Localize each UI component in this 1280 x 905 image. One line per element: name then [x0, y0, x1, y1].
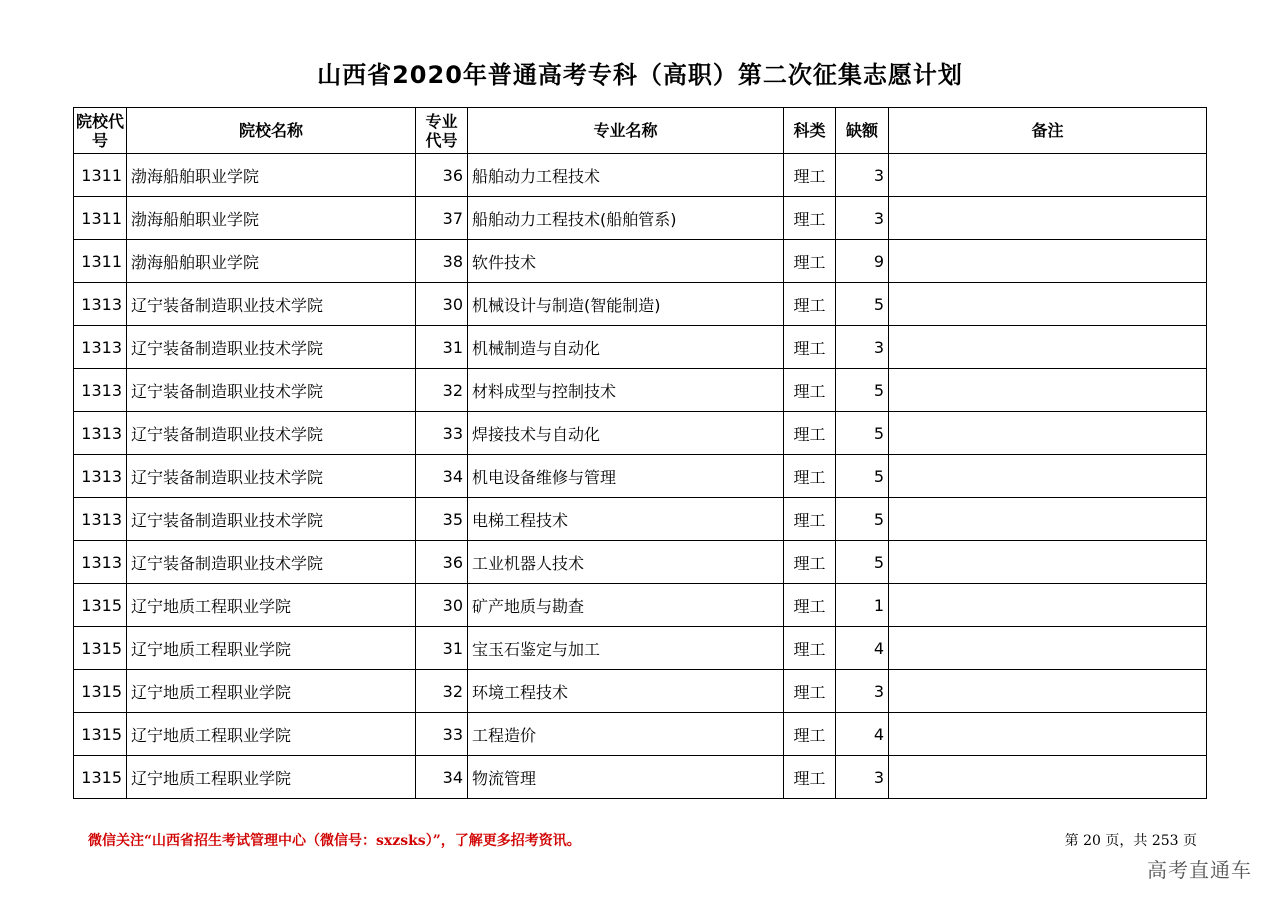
cell-category: 理工 — [784, 154, 836, 197]
cell-major-code: 33 — [416, 713, 468, 756]
page-number: 第 20 页，共 253 页 — [1064, 833, 1197, 849]
cell-vacancies: 5 — [836, 369, 889, 412]
table-row — [74, 455, 1207, 498]
header-major-name: 专业名称 — [468, 108, 784, 154]
cell-school-code: 1313 — [74, 455, 127, 498]
table-row — [74, 713, 1207, 756]
cell-school-code: 1313 — [74, 541, 127, 584]
cell-remarks — [889, 627, 1207, 670]
cell-school-name: 辽宁装备制造职业技术学院 — [127, 455, 416, 498]
cell-category: 理工 — [784, 541, 836, 584]
cell-school-code: 1311 — [74, 154, 127, 197]
cell-remarks — [889, 498, 1207, 541]
cell-major-name: 物流管理 — [468, 756, 784, 799]
header-school-name: 院校名称 — [127, 108, 416, 154]
cell-school-code: 1313 — [74, 412, 127, 455]
table-row — [74, 670, 1207, 713]
cell-category: 理工 — [784, 240, 836, 283]
cell-remarks — [889, 369, 1207, 412]
cell-vacancies: 3 — [836, 197, 889, 240]
header-category: 科类 — [784, 108, 836, 154]
cell-major-code: 38 — [416, 240, 468, 283]
cell-vacancies: 4 — [836, 713, 889, 756]
table-row — [74, 154, 1207, 197]
cell-category: 理工 — [784, 283, 836, 326]
cell-school-name: 辽宁地质工程职业学院 — [127, 627, 416, 670]
cell-remarks — [889, 584, 1207, 627]
cell-major-name: 工程造价 — [468, 713, 784, 756]
cell-school-code: 1315 — [74, 713, 127, 756]
cell-school-name: 辽宁地质工程职业学院 — [127, 713, 416, 756]
cell-vacancies: 3 — [836, 154, 889, 197]
cell-major-code: 30 — [416, 584, 468, 627]
cell-major-name: 船舶动力工程技术(船舶管系) — [468, 197, 784, 240]
cell-school-code: 1311 — [74, 197, 127, 240]
table-row — [74, 326, 1207, 369]
cell-remarks — [889, 283, 1207, 326]
cell-major-code: 36 — [416, 541, 468, 584]
cell-category: 理工 — [784, 197, 836, 240]
cell-remarks — [889, 326, 1207, 369]
cell-school-code: 1313 — [74, 326, 127, 369]
cell-major-name: 焊接技术与自动化 — [468, 412, 784, 455]
cell-major-code: 34 — [416, 756, 468, 799]
cell-major-name: 电梯工程技术 — [468, 498, 784, 541]
cell-school-code: 1313 — [74, 369, 127, 412]
header-school-code: 院校代号 — [74, 108, 127, 154]
cell-major-name: 机电设备维修与管理 — [468, 455, 784, 498]
cell-vacancies: 1 — [836, 584, 889, 627]
cell-remarks — [889, 412, 1207, 455]
wechat-notice: 微信关注“山西省招生考试管理中心（微信号：sxzsks）”，了解更多招考资讯。 — [88, 833, 581, 849]
cell-remarks — [889, 455, 1207, 498]
table-row — [74, 283, 1207, 326]
cell-vacancies: 3 — [836, 670, 889, 713]
cell-major-code: 36 — [416, 154, 468, 197]
cell-vacancies: 3 — [836, 756, 889, 799]
cell-school-code: 1315 — [74, 756, 127, 799]
table-row — [74, 369, 1207, 412]
cell-category: 理工 — [784, 455, 836, 498]
cell-vacancies: 5 — [836, 412, 889, 455]
enrollment-plan-table — [73, 107, 1207, 799]
table-header-row — [74, 108, 1207, 154]
cell-school-name: 辽宁地质工程职业学院 — [127, 670, 416, 713]
table-row — [74, 412, 1207, 455]
cell-remarks — [889, 541, 1207, 584]
cell-major-code: 31 — [416, 326, 468, 369]
header-vacancies: 缺额 — [836, 108, 889, 154]
cell-category: 理工 — [784, 627, 836, 670]
cell-category: 理工 — [784, 498, 836, 541]
cell-school-name: 渤海船舶职业学院 — [127, 240, 416, 283]
cell-school-name: 辽宁装备制造职业技术学院 — [127, 283, 416, 326]
cell-remarks — [889, 670, 1207, 713]
cell-school-code: 1313 — [74, 498, 127, 541]
cell-vacancies: 9 — [836, 240, 889, 283]
table-row — [74, 197, 1207, 240]
cell-school-name: 渤海船舶职业学院 — [127, 154, 416, 197]
table-row — [74, 584, 1207, 627]
cell-vacancies: 5 — [836, 283, 889, 326]
cell-major-name: 宝玉石鉴定与加工 — [468, 627, 784, 670]
table-row — [74, 541, 1207, 584]
cell-school-name: 辽宁装备制造职业技术学院 — [127, 326, 416, 369]
cell-major-code: 33 — [416, 412, 468, 455]
table-body — [74, 154, 1207, 799]
cell-remarks — [889, 756, 1207, 799]
cell-major-name: 软件技术 — [468, 240, 784, 283]
cell-major-name: 矿产地质与勘查 — [468, 584, 784, 627]
cell-category: 理工 — [784, 369, 836, 412]
cell-vacancies: 5 — [836, 541, 889, 584]
cell-major-name: 机械设计与制造(智能制造) — [468, 283, 784, 326]
table-row — [74, 240, 1207, 283]
cell-school-name: 辽宁地质工程职业学院 — [127, 756, 416, 799]
cell-vacancies: 3 — [836, 326, 889, 369]
cell-category: 理工 — [784, 756, 836, 799]
table-row — [74, 756, 1207, 799]
table-row — [74, 498, 1207, 541]
cell-vacancies: 4 — [836, 627, 889, 670]
cell-major-name: 机械制造与自动化 — [468, 326, 784, 369]
cell-major-code: 35 — [416, 498, 468, 541]
cell-school-name: 渤海船舶职业学院 — [127, 197, 416, 240]
cell-major-name: 船舶动力工程技术 — [468, 154, 784, 197]
cell-school-name: 辽宁装备制造职业技术学院 — [127, 412, 416, 455]
cell-remarks — [889, 713, 1207, 756]
cell-school-code: 1315 — [74, 584, 127, 627]
cell-major-name: 工业机器人技术 — [468, 541, 784, 584]
cell-major-code: 37 — [416, 197, 468, 240]
cell-major-code: 34 — [416, 455, 468, 498]
cell-major-name: 材料成型与控制技术 — [468, 369, 784, 412]
cell-school-code: 1315 — [74, 670, 127, 713]
cell-school-code: 1315 — [74, 627, 127, 670]
header-major-code: 专业代号 — [416, 108, 468, 154]
cell-category: 理工 — [784, 670, 836, 713]
cell-remarks — [889, 240, 1207, 283]
cell-major-code: 32 — [416, 670, 468, 713]
cell-vacancies: 5 — [836, 455, 889, 498]
header-remarks: 备注 — [889, 108, 1207, 154]
table-row — [74, 627, 1207, 670]
cell-major-code: 30 — [416, 283, 468, 326]
cell-school-name: 辽宁装备制造职业技术学院 — [127, 498, 416, 541]
cell-category: 理工 — [784, 584, 836, 627]
cell-school-name: 辽宁装备制造职业技术学院 — [127, 541, 416, 584]
cell-major-code: 32 — [416, 369, 468, 412]
watermark-text: 高考直通车 — [1147, 858, 1252, 882]
cell-major-name: 环境工程技术 — [468, 670, 784, 713]
cell-school-name: 辽宁地质工程职业学院 — [127, 584, 416, 627]
cell-school-name: 辽宁装备制造职业技术学院 — [127, 369, 416, 412]
cell-category: 理工 — [784, 412, 836, 455]
cell-category: 理工 — [784, 326, 836, 369]
cell-school-code: 1311 — [74, 240, 127, 283]
cell-vacancies: 5 — [836, 498, 889, 541]
page-title: 山西省2020年普通高考专科（高职）第二次征集志愿计划 — [317, 61, 963, 89]
cell-category: 理工 — [784, 713, 836, 756]
cell-remarks — [889, 154, 1207, 197]
cell-remarks — [889, 197, 1207, 240]
cell-school-code: 1313 — [74, 283, 127, 326]
cell-major-code: 31 — [416, 627, 468, 670]
